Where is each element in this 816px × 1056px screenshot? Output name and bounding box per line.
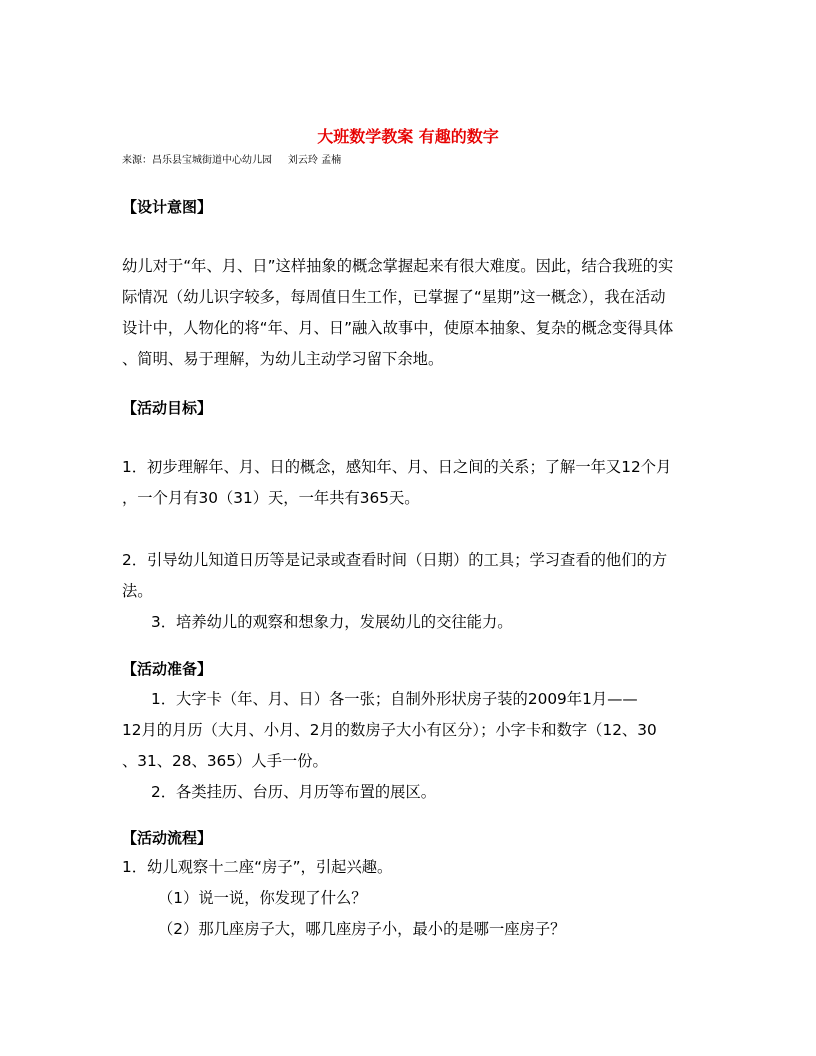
text-line: 、简明、易于理解，为幼儿主动学习留下余地。 bbox=[122, 350, 444, 368]
text-line: 2．各类挂历、台历、月历等布置的展区。 bbox=[151, 783, 437, 801]
text-line: （1）说一说，你发现了什么？ bbox=[158, 889, 367, 907]
flow-step-1 bbox=[122, 852, 697, 883]
text-line: 1．大字卡（年、月、日）各一张；自制外形状房子装的2009年1月—— bbox=[151, 690, 638, 708]
heading-preparation: 【活动准备】 bbox=[122, 660, 213, 678]
text-line: 3．培养幼儿的观察和想象力，发展幼儿的交往能力。 bbox=[151, 613, 513, 631]
flow-question-2 bbox=[158, 914, 733, 945]
flow-question-1 bbox=[158, 883, 733, 914]
prep-item-2 bbox=[151, 777, 726, 808]
text-line: 设计中，人物化的将“年、月、日”融入故事中，使原本抽象、复杂的概念变得具体 bbox=[122, 319, 674, 337]
goal-item-3 bbox=[151, 607, 726, 638]
document-title: 大班数学教案 有趣的数字 bbox=[317, 127, 499, 146]
text-line: 1．幼儿观察十二座“房子”，引起兴趣。 bbox=[122, 858, 393, 876]
goal-item-2 bbox=[122, 545, 697, 607]
text-line: 2．引导幼儿知道日历等是记录或查看时间（日期）的工具；学习查看的他们的方 bbox=[122, 551, 668, 569]
text-line: 际情况（幼儿识字较多，每周值日生工作，已掌握了“星期”这一概念），我在活动 bbox=[122, 288, 666, 306]
heading-goals: 【活动目标】 bbox=[122, 399, 213, 417]
paragraph-design-intent bbox=[122, 251, 697, 375]
goal-item-1 bbox=[122, 452, 697, 514]
heading-design-intent: 【设计意图】 bbox=[122, 198, 213, 216]
text-line: ，一个月有30（31）天，一年共有365天。 bbox=[122, 489, 420, 507]
heading-flow: 【活动流程】 bbox=[122, 829, 213, 847]
text-line: （2）那几座房子大，哪几座房子小，最小的是哪一座房子？ bbox=[158, 920, 566, 938]
source-line: 来源：昌乐县宝城街道中心幼儿园 刘云玲 孟楠 bbox=[122, 155, 342, 166]
prep-item-1 bbox=[122, 684, 697, 777]
text-line: 幼儿对于“年、月、日”这样抽象的概念掌握起来有很大难度。因此，结合我班的实 bbox=[122, 257, 674, 275]
text-line: 法。 bbox=[122, 582, 153, 600]
text-line: 12月的月历（大月、小月、2月的数房子大小有区分）；小字卡和数字（12、30 bbox=[122, 721, 657, 739]
text-line: 1．初步理解年、月、日的概念，感知年、月、日之间的关系；了解一年又12个月 bbox=[122, 458, 672, 476]
text-line: 、31、28、365）人手一份。 bbox=[122, 752, 328, 770]
